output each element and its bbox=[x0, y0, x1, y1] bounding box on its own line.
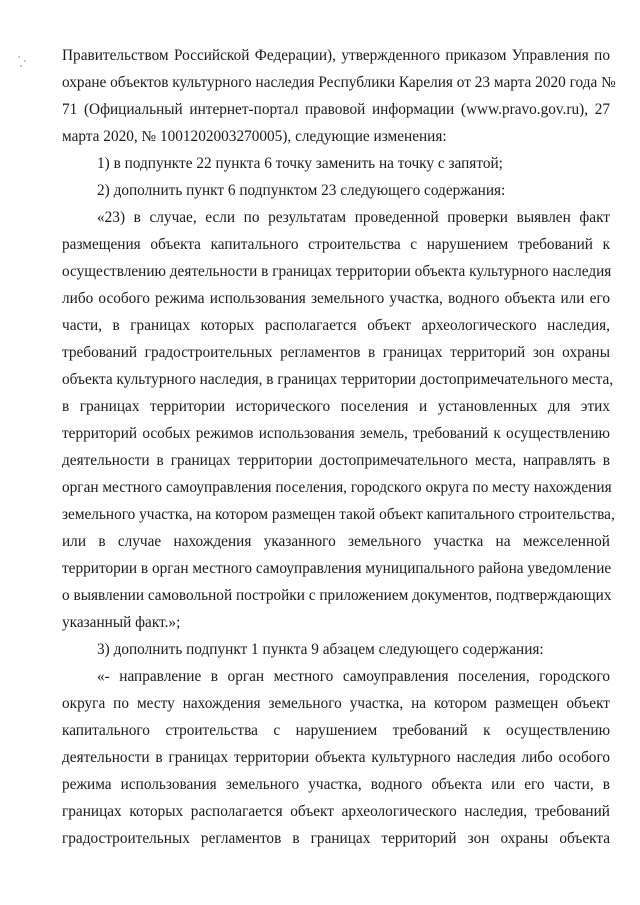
text-line: территорий особых режимов использования земель, требований к осуществлению bbox=[62, 425, 610, 442]
text-line: в границах территории исторического поселения и установленных для этих bbox=[62, 398, 610, 415]
document-body bbox=[62, 42, 616, 852]
text-line: 71 (Официальный интернет-портал правовой информации (www.pravo.gov.ru), 27 bbox=[62, 101, 610, 118]
text-line: марта 2020, № 1001202003270005), следующие изменения: bbox=[62, 128, 447, 145]
text-line: охране объектов культурного наследия Республики Карелия от 23 марта 2020 года № bbox=[62, 74, 616, 91]
text-line: земельного участка, на котором размещен такой объект капитального строительства, bbox=[62, 506, 615, 523]
text-line: режима использования земельного участка, водного объекта или его части, в bbox=[62, 776, 610, 793]
list-item-1: 1) в подпункте 22 пункта 6 точку заменить на точку с запятой; bbox=[97, 155, 503, 172]
text-line: Правительством Российской Федерации), утвержденного приказом Управления по bbox=[62, 47, 610, 64]
text-line: капитального строительства с нарушением требований к осуществлению bbox=[62, 722, 610, 739]
text-line: границах которых располагается объект археологического наследия, требований bbox=[62, 803, 610, 820]
text-line: размещения объекта капитального строительства с нарушением требований к bbox=[62, 236, 610, 253]
text-line: о выявлении самовольной постройки с приложением документов, подтверждающих bbox=[62, 587, 612, 604]
text-line: деятельности в границах территории достопримечательного места, направлять в bbox=[62, 452, 610, 469]
text-line: территории в орган местного самоуправления муниципального района уведомление bbox=[62, 560, 612, 577]
text-line: указанный факт.»; bbox=[62, 614, 181, 631]
list-item-2: 2) дополнить пункт 6 подпунктом 23 следующего содержания: bbox=[97, 182, 506, 199]
text-line: осуществлению деятельности в границах территории объекта культурного наследия bbox=[62, 263, 612, 280]
text-line: градостроительных регламентов в границах территорий зон охраны объекта bbox=[62, 830, 610, 847]
text-line: или в случае нахождения указанного земельного участка на межселенной bbox=[62, 533, 610, 550]
scan-margin-artifacts bbox=[14, 48, 34, 868]
text-line: объекта культурного наследия, в границах территории достопримечательного места, bbox=[62, 371, 614, 388]
text-line: части, в границах которых располагается объект археологического наследия, bbox=[62, 317, 610, 334]
text-line: либо особого режима использования земельного участка, водного объекта или его bbox=[62, 290, 610, 307]
text-line: округа по месту нахождения земельного участка, на котором размещен объект bbox=[62, 695, 610, 712]
list-item-3: 3) дополнить подпункт 1 пункта 9 абзацем следующего содержания: bbox=[97, 641, 544, 658]
quoted-paragraph-start: «23) в случае, если по результатам проведенной проверки выявлен факт bbox=[97, 209, 610, 226]
quoted-paragraph-start: «- направление в орган местного самоуправления поселения, городского bbox=[97, 668, 610, 685]
text-line: деятельности в границах территории объекта культурного наследия либо особого bbox=[62, 749, 610, 766]
text-line: орган местного самоуправления поселения, городского округа по месту нахождения bbox=[62, 479, 612, 496]
text-line: требований градостроительных регламентов в границах территорий зон охраны bbox=[62, 344, 610, 361]
